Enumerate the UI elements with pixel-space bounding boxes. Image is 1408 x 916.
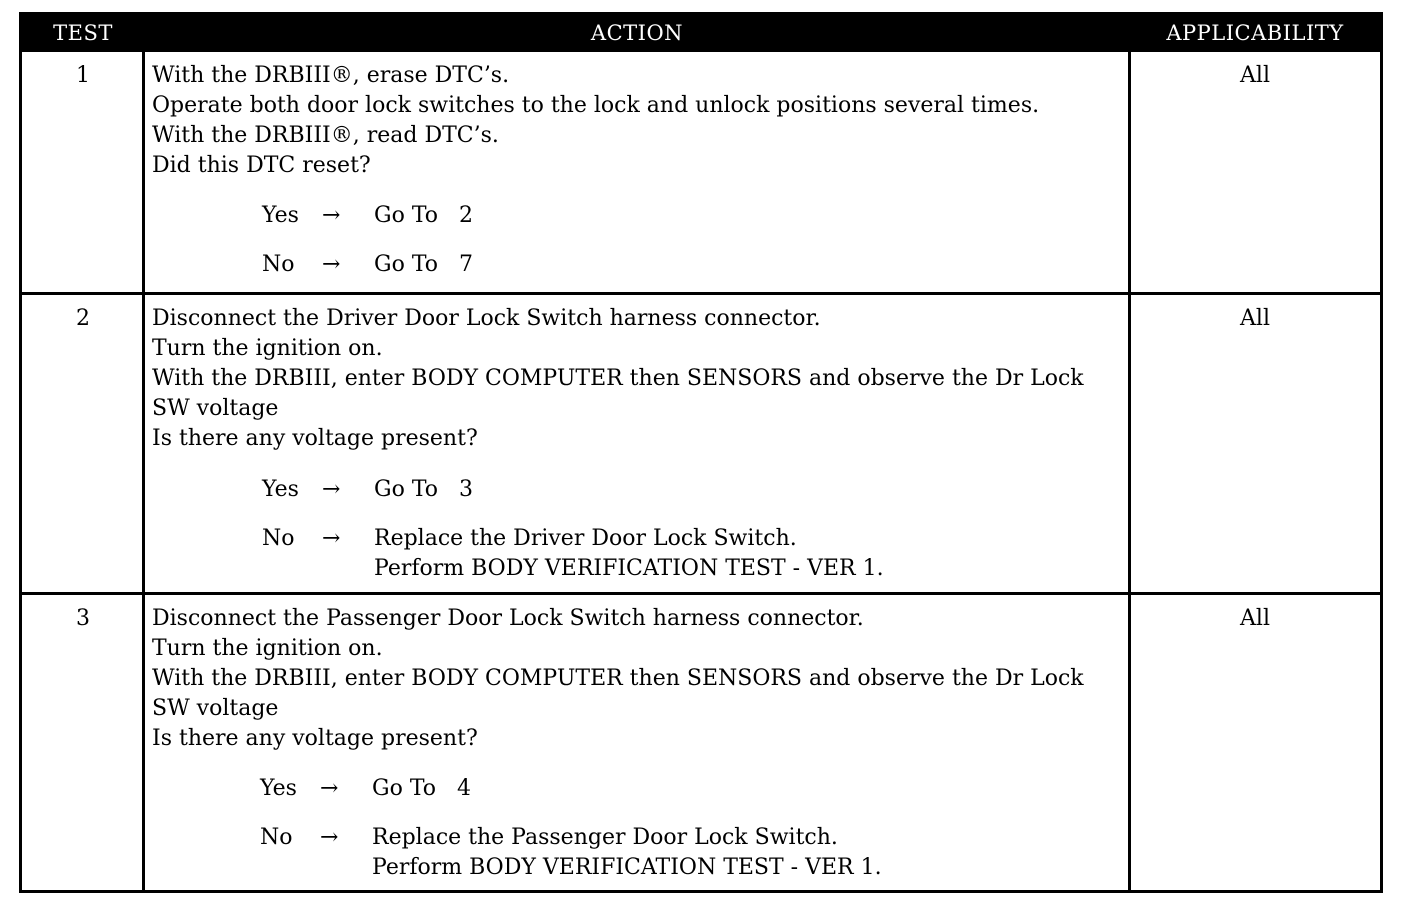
applicability-cell: All [1240, 63, 1270, 88]
header-applicability: APPLICABILITY [1166, 21, 1344, 45]
branch-text: Perform BODY VERIFICATION TEST - VER 1. [372, 855, 882, 880]
diagnostic-table [19, 12, 1383, 893]
action-line: With the DRBIII®, erase DTC’s. [152, 63, 510, 88]
table-row [22, 595, 1380, 890]
action-line: With the DRBIII, enter BODY COMPUTER then SENSORS and observe the Dr Lock [152, 666, 1084, 691]
action-line: Disconnect the Driver Door Lock Switch harness connector. [152, 306, 821, 331]
yes-label: Yes [262, 477, 299, 502]
test-number: 3 [76, 606, 90, 631]
arrow-icon: → [320, 825, 339, 850]
branch-text: Perform BODY VERIFICATION TEST - VER 1. [374, 556, 884, 581]
table-row [22, 295, 1380, 592]
no-label: No [262, 252, 295, 277]
action-line: Turn the ignition on. [152, 336, 383, 361]
applicability-cell: All [1240, 606, 1270, 631]
action-line: Disconnect the Passenger Door Lock Switch harness connector. [152, 606, 864, 631]
action-line: With the DRBIII, enter BODY COMPUTER then SENSORS and observe the Dr Lock [152, 366, 1084, 391]
action-line: Is there any voltage present? [152, 726, 478, 751]
branch-text: Go To 4 [372, 776, 471, 801]
action-cell [152, 61, 1128, 181]
no-label: No [262, 526, 295, 551]
arrow-icon: → [320, 776, 339, 801]
branch-text: Replace the Driver Door Lock Switch. [374, 526, 797, 551]
branch-text: Replace the Passenger Door Lock Switch. [372, 825, 838, 850]
action-line: Operate both door lock switches to the lock and unlock positions several times. [152, 93, 1040, 118]
table-header [22, 15, 1380, 52]
header-action: ACTION [590, 21, 684, 45]
table-row [22, 52, 1380, 292]
action-line: SW voltage [152, 396, 279, 421]
arrow-icon: → [322, 477, 341, 502]
arrow-icon: → [322, 252, 341, 277]
action-cell [152, 304, 1128, 454]
arrow-icon: → [322, 203, 341, 228]
branch-text: Go To 7 [374, 252, 473, 277]
branch-text: Go To 3 [374, 477, 473, 502]
action-line: Is there any voltage present? [152, 426, 478, 451]
action-line: Turn the ignition on. [152, 636, 383, 661]
no-label: No [260, 825, 293, 850]
action-cell [152, 604, 1128, 754]
yes-label: Yes [262, 203, 299, 228]
branch-text: Go To 2 [374, 203, 473, 228]
yes-label: Yes [260, 776, 297, 801]
test-number: 2 [76, 306, 90, 331]
action-line: Did this DTC reset? [152, 153, 371, 178]
arrow-icon: → [322, 526, 341, 551]
action-line: SW voltage [152, 696, 279, 721]
test-number: 1 [76, 63, 90, 88]
header-test: TEST [53, 21, 113, 45]
applicability-cell: All [1240, 306, 1270, 331]
action-line: With the DRBIII®, read DTC’s. [152, 123, 499, 148]
